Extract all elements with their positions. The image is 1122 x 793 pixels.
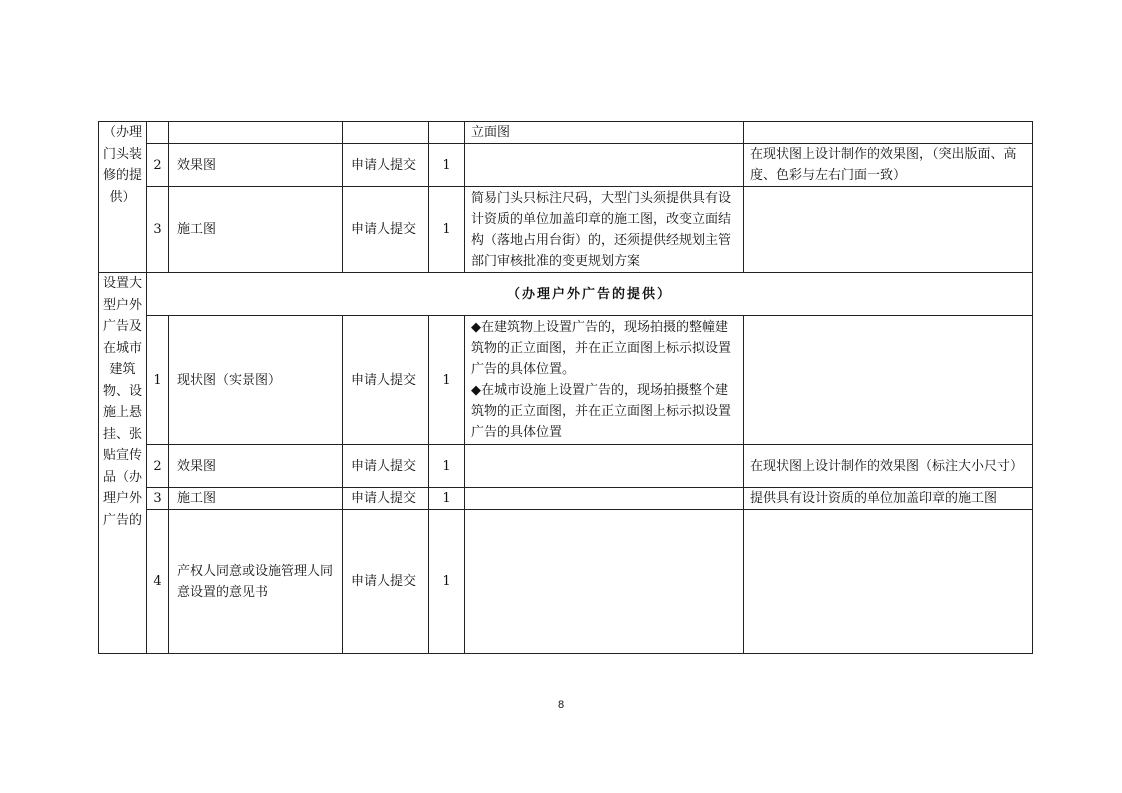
row-number: 3 [147, 187, 169, 273]
spec-text [465, 445, 744, 488]
row-number: 4 [147, 510, 169, 654]
material-name [169, 122, 343, 144]
spec-text [465, 488, 744, 510]
submitter: 申请人提交 [343, 510, 429, 654]
table-row [99, 510, 1033, 654]
note-text: 在现状图上设计制作的效果图（标注大小尺寸） [744, 445, 1033, 488]
submitter: 申请人提交 [343, 445, 429, 488]
row-number: 2 [147, 445, 169, 488]
category-label-advertising: 设置大型户外广告及在城市建筑物、设施上悬挂、张贴宣传品（办理户外广告的 [99, 273, 147, 654]
note-text: 在现状图上设计制作的效果图，（突出版面、高度、色彩与左右门面一致） [744, 144, 1033, 187]
note-text [744, 316, 1033, 445]
table-row [99, 144, 1033, 187]
table-row [99, 488, 1033, 510]
quantity: 1 [429, 510, 465, 654]
material-name: 产权人同意或设施管理人同意设置的意见书 [169, 510, 343, 654]
material-name: 现状图（实景图） [169, 316, 343, 445]
category-label-storefront: （办理门头装修的提供） [99, 122, 147, 273]
section-title: （办理户外广告的提供） [147, 273, 1033, 316]
material-name: 施工图 [169, 187, 343, 273]
quantity: 1 [429, 445, 465, 488]
quantity: 1 [429, 316, 465, 445]
spec-text [465, 510, 744, 654]
page-number: 8 [557, 699, 565, 711]
note-text: 提供具有设计资质的单位加盖印章的施工图 [744, 488, 1033, 510]
quantity: 1 [429, 187, 465, 273]
table-row [99, 122, 1033, 144]
row-number [147, 122, 169, 144]
submitter: 申请人提交 [343, 144, 429, 187]
submitter: 申请人提交 [343, 488, 429, 510]
note-text [744, 510, 1033, 654]
spec-text: 立面图 [465, 122, 744, 144]
quantity: 1 [429, 488, 465, 510]
row-number: 2 [147, 144, 169, 187]
table-row [99, 316, 1033, 445]
row-number: 1 [147, 316, 169, 445]
material-name: 效果图 [169, 445, 343, 488]
submitter: 申请人提交 [343, 187, 429, 273]
table-row [99, 273, 1033, 316]
quantity: 1 [429, 144, 465, 187]
spec-text: 简易门头只标注尺码，大型门头须提供具有设计资质的单位加盖印章的施工图，改变立面结构（落地占用台街）的，还须提供经规划主管部门审核批准的变更规划方案 [465, 187, 744, 273]
spec-text: ◆在建筑物上设置广告的，现场拍摄的整幢建筑物的正立面图，并在正立面图上标示拟设置广告的具体位置。 ◆在城市设施上设置广告的，现场拍摄整个建筑物的正立面图，并在正立面图上标示拟设置广告的具体位置 [465, 316, 744, 445]
spec-text [465, 144, 744, 187]
table-row [99, 445, 1033, 488]
row-number: 3 [147, 488, 169, 510]
material-name: 施工图 [169, 488, 343, 510]
submitter [343, 122, 429, 144]
note-text [744, 187, 1033, 273]
submitter: 申请人提交 [343, 316, 429, 445]
note-text [744, 122, 1033, 144]
quantity [429, 122, 465, 144]
requirements-table [98, 121, 1033, 654]
table-row [99, 187, 1033, 273]
material-name: 效果图 [169, 144, 343, 187]
